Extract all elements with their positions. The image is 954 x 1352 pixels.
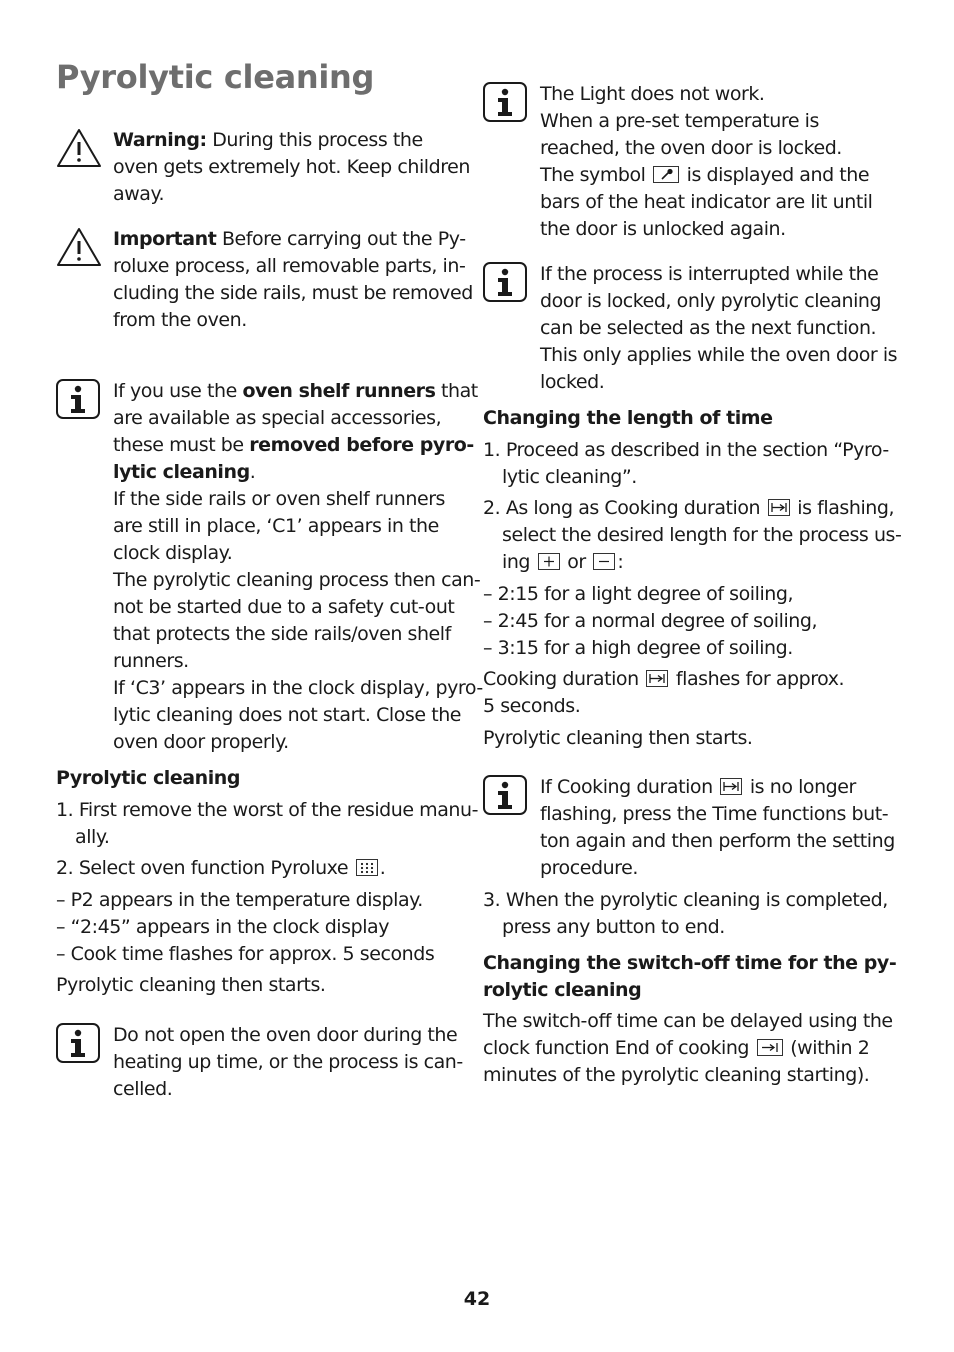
warning-triangle-icon [56,127,102,169]
text: rolytic cleaning [483,979,642,1001]
warning-notice [56,127,470,209]
text: (within 2 [784,1037,870,1059]
important-label: Important [113,228,217,250]
text: 1. Proceed as described in the section “Pyro- [483,439,889,461]
page-title: Pyrolytic cleaning [56,58,375,96]
step-2 [483,495,902,576]
bullet-list [56,887,461,968]
text: is displayed and the [681,164,870,186]
text: If the side rails or oven shelf runners [113,488,446,510]
text: flashing, press the Time functions but- [540,803,889,825]
text: 2. Select oven function Pyroluxe [56,857,354,879]
text: Cooking duration [483,668,645,690]
list-item: – “2:45” appears in the clock display [56,916,390,938]
plus-button-icon [538,553,560,570]
text: . [379,857,386,879]
text: door is locked, only pyrolytic cleaning [540,290,882,312]
text: The Light does not work. [540,83,765,105]
text: Pyrolytic cleaning then starts. [56,974,326,996]
text: Pyrolytic cleaning then starts. [483,727,753,749]
list-item: – 2:15 for a light degree of soiling, [483,583,794,605]
cooking-duration-text [483,666,893,720]
text: 2. As long as Cooking duration [483,497,766,519]
text: If the process is interrupted while the [540,263,879,285]
text: bars of the heat indicator are lit until [540,191,873,213]
text: are still in place, ‘C1’ appears in the [113,515,439,537]
cooking-duration-icon [768,499,790,516]
text: Do not open the oven door during the [113,1024,458,1046]
section-heading: Changing the length of time [483,407,773,429]
info-shelf-runners [56,378,483,758]
text: can be selected as the next function. [540,317,877,339]
text: If Cooking duration [540,776,719,798]
step-2 [56,855,461,882]
list-item: – Cook time flashes for approx. 5 seconds [56,943,435,965]
text: flashes for approx. [670,668,845,690]
text: from the oven. [113,309,247,331]
info-icon [483,775,527,815]
text: The symbol [540,164,652,186]
text: lytic cleaning does not start. Close the [113,704,462,726]
text: lytic cleaning”. [502,466,637,488]
text: The pyrolytic cleaning process then can- [113,569,481,591]
text: If you use the [113,380,243,402]
text: that [435,380,478,402]
text: ing [502,551,536,573]
text: press any button to end. [502,916,725,938]
info-cooking-duration [483,774,893,884]
text: oven door properly. [113,731,289,753]
then-starts-text [56,972,461,999]
text: : [617,551,624,573]
warning-triangle-icon [56,226,102,268]
text: cluding the side rails, must be removed [113,282,473,304]
text: runners. [113,650,189,672]
info-icon [483,82,527,122]
text: select the desired length for the process us- [502,524,902,546]
text: that protects the side rails/oven shelf [113,623,451,645]
bullet-list [483,581,893,662]
text: minutes of the pyrolytic cleaning starting). [483,1064,870,1086]
text: roluxe process, all removable parts, in- [113,255,466,277]
end-of-cooking-icon [757,1039,783,1056]
important-notice [56,226,473,336]
text: celled. [113,1078,173,1100]
text: procedure. [540,857,638,879]
text: these must be [113,434,250,456]
info-icon [483,262,527,302]
text: heating up time, or the process is can- [113,1051,463,1073]
text: . [249,461,256,483]
section-heading: Pyrolytic cleaning [56,767,241,789]
text: Changing the switch-off time for the py- [483,952,897,974]
page-number: 42 [463,1288,491,1310]
info-icon [56,379,100,419]
step-3 [483,887,893,941]
then-starts-text [483,725,893,752]
text: 1. First remove the worst of the residue manu- [56,799,479,821]
info-door [56,1022,461,1104]
text: locked. [540,371,605,393]
door-lock-symbol-icon [653,166,679,183]
pyroluxe-symbol-icon [356,859,378,876]
switch-off-paragraph [483,1008,893,1089]
text: This only applies while the oven door is [540,344,898,366]
text: ally. [75,826,110,848]
text: When a pre-set temperature is [540,110,819,132]
list-item: – 2:45 for a normal degree of soiling, [483,610,818,632]
text: During this process the [206,129,423,151]
text: 5 seconds. [483,695,581,717]
text: is flashing, [791,497,895,519]
info-light [483,81,893,246]
step-1 [483,437,893,491]
warning-label: Warning: [113,129,207,151]
text: oven gets extremely hot. Keep children [113,156,470,178]
text: not be started due to a safety cut-out [113,596,455,618]
text: lytic cleaning [113,461,250,483]
text: removed before pyro- [249,434,474,456]
text: the door is unlocked again. [540,218,786,240]
step-1 [56,797,479,851]
text: clock display. [113,542,233,564]
text: away. [113,183,165,205]
text: 3. When the pyrolytic cleaning is completed, [483,889,888,911]
info-interrupted [483,261,898,401]
text: ton again and then perform the setting [540,830,895,852]
text: oven shelf runners [242,380,436,402]
cooking-duration-icon [720,778,742,795]
list-item: – P2 appears in the temperature display. [56,889,423,911]
section-heading [483,950,896,1004]
text: If ‘C3’ appears in the clock display, pyro- [113,677,483,699]
text: The switch-off time can be delayed using the [483,1010,893,1032]
minus-button-icon [593,553,615,570]
text: Before carrying out the Py- [216,228,466,250]
text: is no longer [744,776,856,798]
text: or [561,551,592,573]
info-icon [56,1023,100,1063]
text: clock function End of cooking [483,1037,755,1059]
cooking-duration-icon [646,670,668,687]
text: reached, the oven door is locked. [540,137,842,159]
text: are available as special accessories, [113,407,442,429]
list-item: – 3:15 for a high degree of soiling. [483,637,793,659]
